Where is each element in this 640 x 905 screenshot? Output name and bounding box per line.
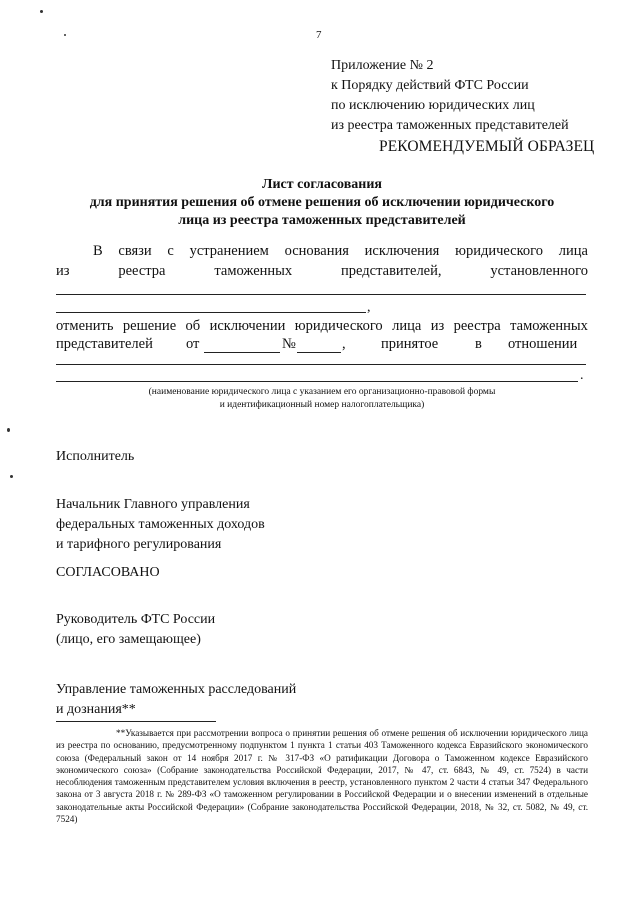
word: исключении	[209, 318, 286, 334]
scan-speck	[64, 34, 66, 36]
fill-line[interactable]	[56, 364, 586, 365]
footnote: **Указывается при рассмотрении вопроса о принятии решения об отмене решения об исключении юридического лица из реестра по основанию, предусмотренному подпунктом 1 пункта 1 статьи 403 Таможенного кодекса Евразийского экономического союза (Федеральный закон от 14 ноября 2017 г. № 317-ФЗ «О ратификации Договора о Таможенном кодексе Евразийского экономического союза» (Собрание законодательства Российской Федерации, 2017, № 47, ст. 6843, № 49, ст. 7524) в части несоблюдения таможенным представителем условия включения в реестр, установленного пунктом 2 части 4 статьи 347 Федерального закона от 3 августа 2018 г. № 289-ФЗ «О таможенном регулировании в Российской Федерации и о внесении изменений в отдельные законодательные акты Российской Федерации» (Собрание законодательства Российской Федерации, 2018, № 32, ст. 5082, № 49, ст. 7524)	[56, 728, 588, 825]
head-line: федеральных таможенных доходов	[56, 517, 265, 532]
fill-line[interactable]	[56, 294, 586, 295]
word: из	[430, 318, 445, 334]
appendix-line: Приложение № 2	[331, 58, 434, 73]
scan-speck	[40, 10, 43, 13]
comma: ,	[367, 300, 371, 315]
department-block	[56, 680, 296, 720]
appendix-line: к Порядку действий ФТС России	[331, 78, 529, 93]
word: таможенных	[214, 263, 293, 279]
document-title: Лист согласования	[262, 177, 382, 192]
number-sign: №	[282, 336, 296, 352]
agreed-label: СОГЛАСОВАНО	[56, 565, 160, 580]
director-line: (лицо, его замещающее)	[56, 632, 201, 647]
number-blank[interactable]	[297, 352, 341, 353]
word: отношении	[508, 336, 578, 352]
footnote-separator	[56, 721, 216, 722]
period: .	[580, 368, 584, 383]
appendix-line: по исключению юридических лиц	[331, 98, 535, 113]
word: В	[93, 243, 103, 259]
director-block	[56, 610, 215, 650]
comma: ,	[342, 336, 346, 352]
scan-speck	[7, 428, 10, 432]
word: лица	[558, 243, 588, 259]
fill-line[interactable]	[56, 312, 366, 313]
date-blank[interactable]	[204, 352, 280, 353]
head-line: Начальник Главного управления	[56, 497, 250, 512]
department-line: Управление таможенных расследований	[56, 682, 297, 697]
word: решение	[122, 318, 177, 334]
word: отменить	[56, 318, 114, 334]
body-row-1	[93, 243, 588, 260]
word: принятое	[381, 336, 439, 352]
scan-speck	[10, 475, 13, 478]
page-number: 7	[316, 29, 322, 41]
caption-line: (наименование юридического лица с указанием его организационно-правовой формы	[148, 387, 496, 397]
word: установленного	[490, 263, 588, 279]
word: реестра	[453, 318, 501, 334]
document-title-line3: лица из реестра таможенных представителей	[178, 213, 466, 228]
word: в	[475, 336, 482, 352]
sample-label: РЕКОМЕНДУЕМЫЙ ОБРАЗЕЦ	[379, 138, 595, 155]
word: реестра	[118, 263, 166, 279]
head-block	[56, 495, 265, 555]
word: лица	[392, 318, 422, 334]
appendix-line: из реестра таможенных представителей	[331, 118, 569, 133]
caption-line: и идентификационный номер налогоплательщика)	[219, 400, 425, 410]
word: от	[186, 336, 200, 352]
word: исключения	[364, 243, 440, 259]
word: с	[167, 243, 174, 259]
word: представителей	[56, 336, 153, 352]
word: юридического	[294, 318, 383, 334]
document-title-line2: для принятия решения об отмене решения об исключении юридического	[89, 195, 555, 210]
body-row-2	[56, 263, 588, 280]
director-line: Руководитель ФТС России	[56, 612, 216, 627]
word: основания	[284, 243, 349, 259]
word: представителей,	[341, 263, 442, 279]
department-line: и дознания**	[56, 702, 136, 717]
body-row-3	[56, 318, 588, 335]
executor-label: Исполнитель	[56, 449, 135, 464]
fill-line[interactable]	[56, 381, 578, 382]
appendix-block	[331, 56, 569, 136]
word: юридического	[455, 243, 544, 259]
word: об	[185, 318, 201, 334]
head-line: и тарифного регулирования	[56, 537, 222, 552]
word: из	[56, 263, 70, 279]
word: связи	[118, 243, 152, 259]
word: таможенных	[510, 318, 588, 334]
word: устранением	[189, 243, 269, 259]
